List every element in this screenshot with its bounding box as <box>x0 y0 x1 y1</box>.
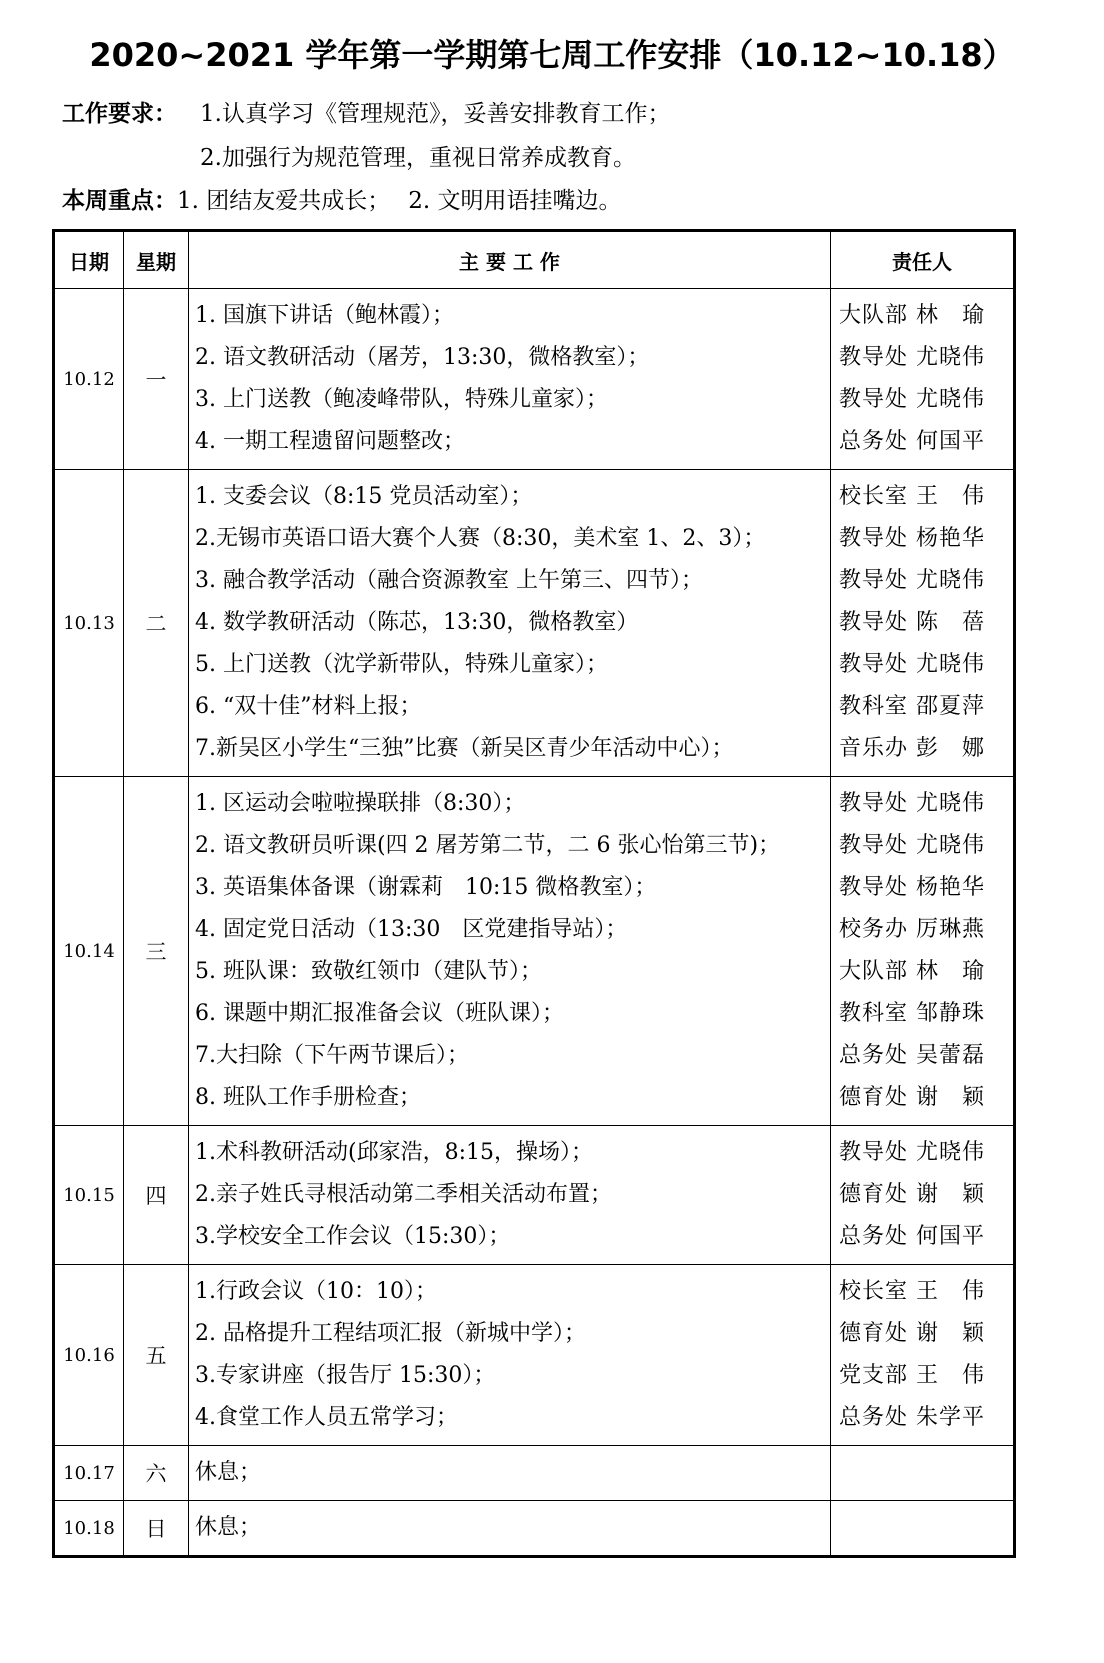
responsible-person: 教导处 尤晓伟 <box>839 1140 985 1165</box>
weekday-cell: 四 <box>124 1126 189 1265</box>
responsible-person: 教导处 尤晓伟 <box>839 652 985 677</box>
header-date: 日期 <box>54 231 124 289</box>
task-item: 4.食堂工作人员五常学习； <box>195 1405 458 1430</box>
task-item: 1.行政会议（10：10）； <box>195 1279 437 1304</box>
weekday-cell: 一 <box>124 289 189 470</box>
responsible-person: 教导处 尤晓伟 <box>839 345 985 370</box>
schedule-table <box>52 229 1016 1558</box>
task-item: 2.无锡市英语口语大赛个人赛（8:30，美术室 1、2、3）； <box>195 526 766 551</box>
responsible-person: 德育处 谢 颖 <box>839 1182 985 1207</box>
date-cell: 10.16 <box>54 1265 124 1446</box>
weekly-focus <box>62 184 640 218</box>
responsible-cell <box>831 777 1015 1126</box>
task-item: 1. 支委会议（8:15 党员活动室）； <box>195 484 533 509</box>
responsible-person: 校长室 王 伟 <box>839 1279 985 1304</box>
task-item: 2. 语文教研活动（屠芳，13:30，微格教室）； <box>195 345 650 370</box>
tasks-cell <box>189 1126 831 1265</box>
table-row <box>54 1446 1015 1501</box>
table-row <box>54 1265 1015 1446</box>
weekday-cell: 三 <box>124 777 189 1126</box>
table-row <box>54 289 1015 470</box>
responsible-person: 德育处 谢 颖 <box>839 1085 985 1110</box>
task-item: 3. 上门送教（鲍凌峰带队，特殊儿童家）； <box>195 387 608 412</box>
table-header-row <box>54 231 1015 289</box>
responsible-person: 大队部 林 瑜 <box>839 303 985 328</box>
focus-item: 1. 团结友爱共成长； <box>177 188 391 214</box>
table-row <box>54 777 1015 1126</box>
tasks-cell <box>189 1501 831 1557</box>
responsible-person: 教科室 邹静珠 <box>839 1001 985 1026</box>
weekday-cell: 五 <box>124 1265 189 1446</box>
task-item: 7.新吴区小学生“三独”比赛（新吴区青少年活动中心）； <box>195 736 734 761</box>
responsible-person: 教导处 尤晓伟 <box>839 387 985 412</box>
responsible-person: 教导处 陈 蓓 <box>839 610 985 635</box>
task-item: 3.学校安全工作会议（15:30）； <box>195 1224 511 1249</box>
task-item: 1.术科教研活动(邱家浩，8:15，操场）； <box>195 1140 593 1165</box>
task-item: 4. 数学教研活动（陈芯，13:30，微格教室） <box>195 610 639 635</box>
task-item: 5. 班队课：致敬红领巾（建队节）； <box>195 959 542 984</box>
responsible-person: 大队部 林 瑜 <box>839 959 985 984</box>
task-item: 2. 语文教研员听课(四 2 屠芳第二节，二 6 张心怡第三节)； <box>195 833 781 858</box>
task-item: 7.大扫除（下午两节课后）； <box>195 1043 469 1068</box>
date-cell: 10.13 <box>54 470 124 777</box>
task-item: 休息； <box>195 1460 262 1485</box>
page-title: 2020~2021 学年第一学期第七周工作安排（10.12~10.18） <box>89 36 1015 74</box>
work-requirements <box>62 92 670 180</box>
responsible-person: 教导处 尤晓伟 <box>839 791 985 816</box>
header-weekday: 星期 <box>124 231 189 289</box>
responsible-person: 教导处 尤晓伟 <box>839 568 985 593</box>
requirements-label: 工作要求： <box>62 101 177 127</box>
responsible-person: 教科室 邵夏萍 <box>839 694 985 719</box>
task-item: 3. 英语集体备课（谢霖莉 10:15 微格教室）； <box>195 875 657 900</box>
requirement-item: 1.认真学习《管理规范》，妥善安排教育工作； <box>200 101 671 127</box>
focus-label: 本周重点： <box>62 188 177 214</box>
tasks-cell <box>189 777 831 1126</box>
responsible-person: 总务处 何国平 <box>839 429 985 454</box>
task-item: 1. 国旗下讲话（鲍林霞）； <box>195 303 454 328</box>
responsible-cell <box>831 1501 1015 1557</box>
task-item: 5. 上门送教（沈学新带队，特殊儿童家）； <box>195 652 608 677</box>
responsible-person: 教导处 杨艳华 <box>839 875 985 900</box>
responsible-person: 校务办 厉琳燕 <box>839 917 985 942</box>
tasks-cell <box>189 470 831 777</box>
table-row <box>54 1126 1015 1265</box>
task-item: 4. 固定党日活动（13:30 区党建指导站）； <box>195 917 628 942</box>
task-item: 2. 品格提升工程结项汇报（新城中学）； <box>195 1321 586 1346</box>
responsible-person: 党支部 王 伟 <box>839 1363 985 1388</box>
header-tasks: 主 要 工 作 <box>189 231 831 289</box>
responsible-person: 教导处 杨艳华 <box>839 526 985 551</box>
weekday-cell: 六 <box>124 1446 189 1501</box>
responsible-cell <box>831 1265 1015 1446</box>
task-item: 1. 区运动会啦啦操联排（8:30）； <box>195 791 526 816</box>
weekday-cell: 二 <box>124 470 189 777</box>
requirement-item: 2.加强行为规范管理，重视日常养成教育。 <box>200 145 636 171</box>
date-cell: 10.12 <box>54 289 124 470</box>
responsible-cell <box>831 1126 1015 1265</box>
responsible-person: 教导处 尤晓伟 <box>839 833 985 858</box>
task-item: 3.专家讲座（报告厅 15:30）； <box>195 1363 496 1388</box>
responsible-cell <box>831 470 1015 777</box>
focus-item: 2. 文明用语挂嘴边。 <box>408 188 622 214</box>
task-item: 8. 班队工作手册检查； <box>195 1085 421 1110</box>
task-item: 4. 一期工程遗留问题整改； <box>195 429 465 454</box>
date-cell: 10.15 <box>54 1126 124 1265</box>
date-cell: 10.18 <box>54 1501 124 1557</box>
task-item: 6. “双十佳”材料上报； <box>195 694 422 719</box>
weekday-cell: 日 <box>124 1501 189 1557</box>
tasks-cell <box>189 289 831 470</box>
tasks-cell <box>189 1265 831 1446</box>
responsible-person: 总务处 吴蕾磊 <box>839 1043 985 1068</box>
responsible-person: 总务处 何国平 <box>839 1224 985 1249</box>
task-item: 6. 课题中期汇报准备会议（班队课）； <box>195 1001 564 1026</box>
responsible-cell <box>831 1446 1015 1501</box>
table-row <box>54 470 1015 777</box>
responsible-person: 音乐办 彭 娜 <box>839 736 985 761</box>
responsible-person: 德育处 谢 颖 <box>839 1321 985 1346</box>
task-item: 2.亲子姓氏寻根活动第二季相关活动布置； <box>195 1182 612 1207</box>
responsible-person: 总务处 朱学平 <box>839 1405 985 1430</box>
tasks-cell <box>189 1446 831 1501</box>
date-cell: 10.14 <box>54 777 124 1126</box>
task-item: 3. 融合教学活动（融合资源教室 上午第三、四节）； <box>195 568 703 593</box>
responsible-cell <box>831 289 1015 470</box>
date-cell: 10.17 <box>54 1446 124 1501</box>
header-responsible: 责任人 <box>831 231 1015 289</box>
task-item: 休息； <box>195 1515 262 1540</box>
responsible-person: 校长室 王 伟 <box>839 484 985 509</box>
table-row <box>54 1501 1015 1557</box>
